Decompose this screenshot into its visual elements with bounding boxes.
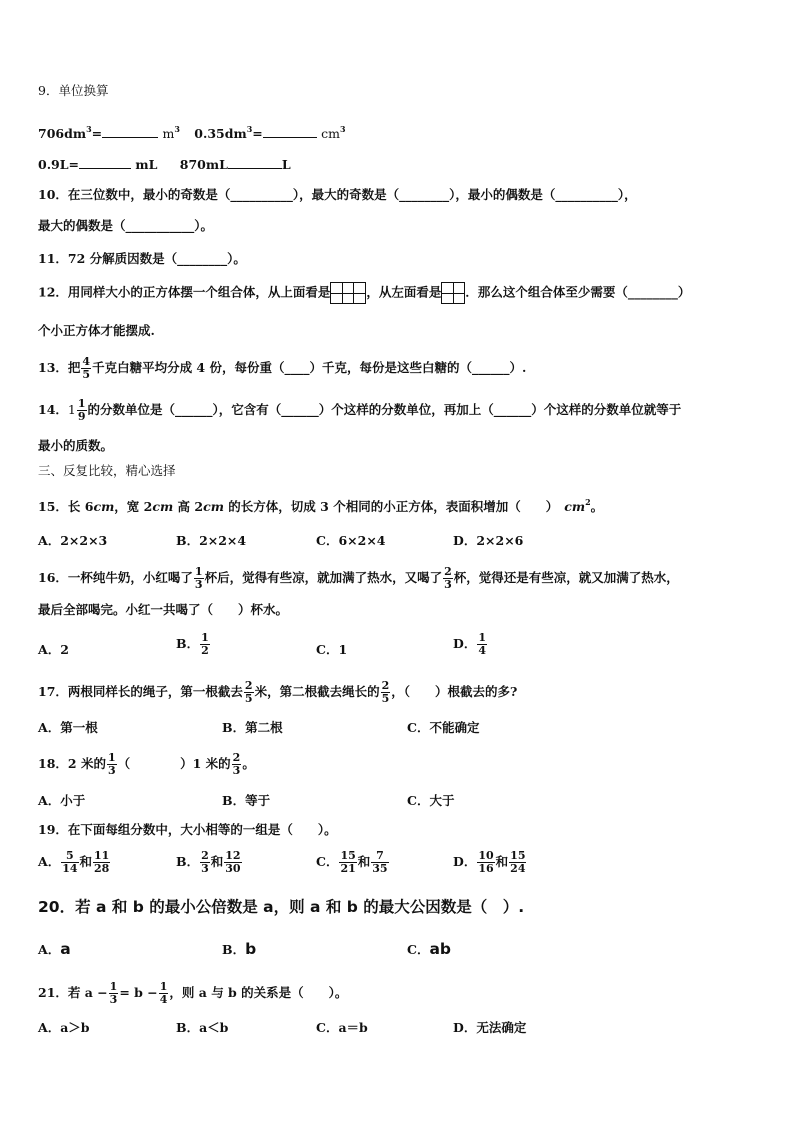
q9-blank-3[interactable]: [79, 155, 131, 169]
q16-fraction-2: $\frac{2}{3}$: [444, 565, 452, 591]
q9-unit-l: L: [281, 157, 291, 172]
q9-blank-4[interactable]: [228, 155, 282, 169]
q9-blank-1[interactable]: [102, 124, 158, 138]
q9-unit-cm: cm: [321, 126, 340, 141]
q9-sup: 3: [86, 124, 92, 134]
q9-eq: =: [91, 126, 103, 141]
q18-text-c: 。: [242, 756, 255, 771]
q12-line1: [38, 282, 690, 304]
q17-option-a[interactable]: A．第一根: [38, 720, 98, 735]
q21-line: [38, 981, 347, 1006]
q17-fraction-2: $\frac{2}{5}$: [381, 679, 390, 705]
q16-line2: 最后全部喝完。小红一共喝了（ ）杯水。: [38, 602, 289, 617]
q10-line1: 10．在三位数中，最小的奇数是（__________），最大的奇数是（________），最小的偶数是（__________），: [38, 187, 637, 202]
q9-line1: [38, 120, 346, 143]
q9-eq: =: [252, 126, 263, 141]
q15-cm: cm: [152, 499, 174, 514]
q13-text-a: 13．把: [38, 360, 81, 375]
q17-text-c: ，（ ）根截去的多?: [391, 684, 518, 699]
q14-line2: 最小的质数。: [38, 438, 114, 453]
q15-cm: cm: [93, 499, 115, 514]
q19-option-d[interactable]: D． $\frac{10}{16}$ 和 $\frac{15}{24}$: [453, 849, 526, 875]
q16-text-b: 杯后，觉得有些凉，就加满了热水，又喝了: [204, 570, 443, 585]
q15-line: [38, 493, 603, 516]
q19-line: 19．在下面每组分数中，大小相等的一组是（ ）。: [38, 822, 337, 837]
q9-line2: [38, 155, 291, 174]
q15-sup: 2: [585, 497, 591, 507]
section-3-heading: 三、反复比较，精心选择: [38, 463, 176, 478]
q15-text-c: 高 2: [173, 499, 204, 514]
q17-text-a: 17．两根同样长的绳子，第一根截去: [38, 684, 243, 699]
q18-fraction-1: $\frac{1}{3}$: [107, 751, 116, 777]
q14-line1: [38, 398, 681, 423]
q15-option-b[interactable]: B．2×2×4: [176, 533, 247, 548]
q17-line: [38, 680, 517, 705]
q21-option-d[interactable]: D．无法确定: [453, 1020, 527, 1035]
q15-text-d: 的长方体，切成 3 个相同的小正方体，表面积增加（ ）: [223, 499, 559, 514]
q17-text-b: 米，第二根截去绳长的: [254, 684, 380, 699]
q9-volume-1: 706dm: [38, 126, 87, 141]
q20-line: 20．若 a 和 b 的最小公倍数是 a，则 a 和 b 的最大公因数是（ ）.: [38, 898, 525, 916]
q10-line2: 最大的偶数是（___________）。: [38, 218, 214, 233]
q21-text-b: = b −: [119, 985, 158, 1000]
q12-text-c: ．那么这个组合体至少需要（________）: [465, 284, 691, 300]
q9-liquid-1: 0.9L=: [38, 157, 80, 172]
q11-line: 11．72 分解质因数是（________）。: [38, 251, 246, 266]
q18-option-a[interactable]: A．小于: [38, 793, 86, 808]
q15-text-a: 15．长 6: [38, 499, 94, 514]
q16-text-a: 16．一杯纯牛奶，小红喝了: [38, 570, 193, 585]
q14-text-a: 14．: [38, 402, 68, 417]
q9-volume-2: 0.35dm: [194, 126, 247, 141]
q12-text-b: ，从左面看是: [366, 284, 442, 300]
q13-fraction: $\frac{4}{5}$: [82, 355, 91, 381]
q18-text-b: （ ）1 米的: [117, 756, 231, 771]
q15-text-b: ，宽 2: [114, 499, 153, 514]
q17-option-c[interactable]: C．不能确定: [407, 720, 480, 735]
q21-option-a[interactable]: A．a＞b: [38, 1020, 90, 1035]
q21-fraction-1: $\frac{1}{3}$: [109, 980, 118, 1006]
q9-sup: 3: [174, 124, 180, 134]
q13-line: [38, 356, 526, 381]
q21-fraction-2: $\frac{1}{4}$: [159, 980, 168, 1006]
q14-whole: 1: [67, 402, 76, 417]
q15-unit: cm: [564, 499, 586, 514]
q18-fraction-2: $\frac{2}{3}$: [232, 751, 241, 777]
q16-option-a[interactable]: A．2: [38, 642, 69, 657]
q20-option-a[interactable]: A．a: [38, 940, 71, 958]
q13-text-b: 千克白糖平均分成 4 份，每份重（____）千克，每份是这些白糖的（______）.: [92, 360, 527, 375]
q15-option-c[interactable]: C．6×2×4: [316, 533, 386, 548]
q16-option-c[interactable]: C．1: [316, 642, 348, 657]
q19-option-c[interactable]: C． $\frac{15}{21}$ 和 $\frac{7}{35}$: [316, 849, 388, 875]
q9-blank-2[interactable]: [263, 124, 317, 138]
q16-option-d[interactable]: D． $\frac{1}{4}$: [453, 631, 486, 657]
q21-text-c: ，则 a 与 b 的关系是（ ）。: [169, 985, 348, 1000]
q18-option-b[interactable]: B．等于: [222, 793, 271, 808]
left-view-grid-icon: [441, 282, 465, 304]
q16-text-c: 杯，觉得还是有些凉，就又加满了热水，: [453, 570, 679, 585]
q9-liquid-2: 870mL: [179, 157, 228, 172]
q16-line1: [38, 566, 679, 591]
q15-cm: cm: [203, 499, 224, 514]
q18-option-c[interactable]: C．大于: [407, 793, 455, 808]
q9-sup: 3: [246, 124, 253, 134]
q12-line2: 个小正方体才能摆成.: [38, 323, 155, 338]
q9-sup: 3: [339, 124, 346, 134]
q9-unit-m: m: [162, 126, 175, 141]
q16-option-b[interactable]: B． $\frac{1}{2}$: [176, 631, 209, 657]
q9-unit-ml: mL: [135, 157, 158, 172]
q17-fraction-1: $\frac{2}{5}$: [244, 679, 253, 705]
q20-option-b[interactable]: B．b: [222, 940, 257, 958]
q12-text-a: 12．用同样大小的正方体摆一个组合体，从上面看是: [38, 284, 331, 300]
q18-text-a: 18．2 米的: [38, 756, 106, 771]
q14-text-b: 的分数单位是（______），它含有（______）个这样的分数单位，再加上（______）个这样的分数单位就等于: [87, 402, 682, 417]
q14-fraction: $\frac{1}{9}$: [77, 397, 86, 423]
q9-heading: 9．单位换算: [38, 83, 109, 98]
q15-option-d[interactable]: D．2×2×6: [453, 533, 524, 548]
q18-line: [38, 752, 255, 777]
q19-option-b[interactable]: B． $\frac{2}{3}$ 和 $\frac{12}{30}$: [176, 849, 241, 875]
q15-option-a[interactable]: A．2×2×3: [38, 533, 108, 548]
q20-option-c[interactable]: C．ab: [407, 940, 452, 958]
q21-text-a: 21．若 a −: [38, 985, 108, 1000]
top-view-grid-icon: [330, 282, 366, 304]
q19-option-a[interactable]: A． $\frac{5}{14}$ 和 $\frac{11}{28}$: [38, 849, 110, 875]
q21-option-c[interactable]: C．a＝b: [316, 1020, 368, 1035]
q21-option-b[interactable]: B．a＜b: [176, 1020, 229, 1035]
q17-option-b[interactable]: B．第二根: [222, 720, 283, 735]
q16-fraction-1: $\frac{1}{3}$: [194, 565, 203, 591]
q15-end: 。: [590, 499, 604, 514]
